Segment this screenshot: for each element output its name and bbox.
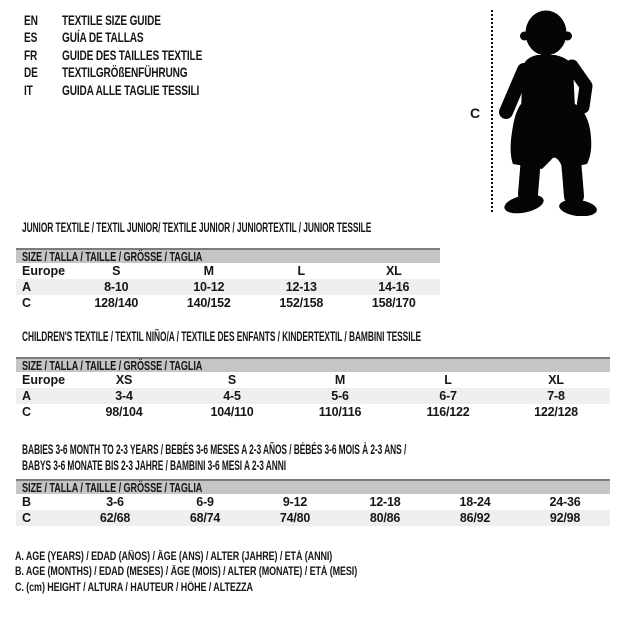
legend-line-c: [15, 581, 454, 596]
size-cell: 6-7: [439, 389, 457, 403]
table-row-height-cm: [16, 510, 610, 526]
row-label: Europe: [22, 373, 66, 387]
size-cell: 104/110: [210, 405, 254, 419]
child-silhouette-icon: [497, 8, 615, 216]
size-cell: 92/98: [549, 511, 581, 525]
language-title: GUIDA ALLE TAGLIE TESSILI: [62, 81, 200, 98]
row-label: B: [22, 495, 32, 509]
size-cell: 68/74: [189, 511, 221, 525]
babies-textile-section: [16, 442, 620, 526]
size-cell: 62/68: [99, 511, 131, 525]
size-cell: 122/128: [534, 405, 578, 419]
size-cell: L: [444, 373, 452, 387]
section-title-text: JUNIOR TEXTILE / TEXTIL JUNIOR/ TEXTILE JUNIOR / JUNIORTEXTIL / JUNIOR TESSILE: [22, 220, 372, 235]
size-cell: 14-16: [378, 280, 410, 294]
language-title-list: [24, 11, 257, 99]
size-cell: S: [112, 264, 121, 278]
size-cell: 12-13: [285, 280, 317, 294]
legend-line-a: [15, 550, 454, 565]
size-cell: 24-36: [549, 495, 581, 509]
size-cell: 10-12: [193, 280, 225, 294]
size-cell: 6-9: [196, 495, 214, 509]
section-title: [16, 330, 620, 343]
language-title: GUÍA DE TALLAS: [62, 29, 144, 46]
language-row-es: [24, 29, 257, 47]
language-row-it: [24, 81, 257, 99]
row-label: A: [22, 389, 32, 403]
table-row-height-cm: [16, 404, 610, 420]
size-cell: XS: [115, 373, 133, 387]
size-cell: 158/170: [371, 296, 416, 310]
size-header-text: SIZE / TALLA / TAILLE / GRÖSSE / TAGLIA: [22, 358, 203, 373]
junior-textile-section: [16, 221, 585, 311]
size-cell: 18-24: [459, 495, 491, 509]
childrens-size-table: [16, 357, 610, 420]
section-title: [16, 221, 585, 234]
legend-line-b: [15, 565, 454, 580]
size-cell: XL: [548, 373, 564, 387]
size-cell: 12-18: [369, 495, 401, 509]
section-title-text: CHILDREN'S TEXTILE / TEXTIL NIÑO/A / TEXTILE DES ENFANTS / KINDERTEXTIL / BAMBINI TESSILE: [22, 329, 422, 344]
babies-size-table: [16, 479, 610, 526]
language-code: FR: [24, 46, 38, 63]
size-cell: L: [297, 264, 305, 278]
size-cell: 86/92: [459, 511, 491, 525]
size-cell: XL: [385, 264, 402, 278]
section-title: [16, 442, 620, 474]
size-cell: 128/140: [94, 296, 139, 310]
language-row-en: [24, 11, 257, 29]
size-cell: 7-8: [547, 389, 565, 403]
size-cell: 8-10: [104, 280, 129, 294]
section-title-text: BABIES 3-6 MONTH TO 2-3 YEARS / BEBÉS 3-6 MESES A 2-3 AÑOS / BÉBÉS 3-6 MOIS À 2-3 ANS /: [22, 442, 407, 457]
language-code: DE: [24, 64, 38, 81]
table-row-age-years: [16, 279, 440, 295]
language-code: IT: [24, 81, 33, 98]
size-cell: 110/116: [318, 405, 362, 419]
legend-text: B. AGE (MONTHS) / EDAD (MESES) / ÂGE (MOIS) / ALTER (MONATE) / ETÀ (MESI): [15, 566, 358, 579]
language-row-de: [24, 64, 257, 82]
row-label: Europe: [22, 264, 66, 278]
language-row-fr: [24, 46, 257, 64]
size-cell: 3-4: [115, 389, 133, 403]
section-title-text: BABYS 3-6 MONATE BIS 2-3 JAHRE / BAMBINI 3-6 MESI A 2-3 ANNI: [22, 458, 287, 473]
language-code: EN: [24, 11, 38, 28]
height-measure-dotted-line: [491, 10, 493, 212]
size-cell: 5-6: [331, 389, 349, 403]
size-cell: 152/158: [279, 296, 324, 310]
size-cell: 140/152: [186, 296, 231, 310]
size-cell: 4-5: [223, 389, 241, 403]
table-row-age-years: [16, 388, 610, 404]
language-title: TEXTILGRÖßENFÜHRUNG: [62, 64, 188, 81]
size-header-text: SIZE / TALLA / TAILLE / GRÖSSE / TAGLIA: [22, 249, 203, 264]
size-cell: 74/80: [279, 511, 311, 525]
size-cell: 3-6: [106, 495, 124, 509]
size-cell: 116/122: [426, 405, 470, 419]
size-header-row: [16, 479, 610, 494]
row-label: C: [22, 405, 32, 419]
size-cell: 80/86: [369, 511, 401, 525]
table-row-height-cm: [16, 295, 440, 311]
language-code: ES: [24, 29, 38, 46]
row-label: C: [22, 296, 32, 310]
size-header-text: SIZE / TALLA / TAILLE / GRÖSSE / TAGLIA: [22, 480, 203, 495]
table-row-europe: [16, 263, 440, 279]
size-header-row: [16, 357, 610, 372]
size-cell: 9-12: [282, 495, 308, 509]
legend-text: A. AGE (YEARS) / EDAD (AÑOS) / ÂGE (ANS) / ALTER (JAHRE) / ETÀ (ANNI): [15, 551, 333, 563]
height-measure-label: C: [470, 105, 481, 121]
legend-text: C. (cm) HEIGHT / ALTURA / HAUTEUR / HÖHE / ALTEZZA: [15, 581, 253, 594]
language-title: GUIDE DES TAILLES TEXTILE: [62, 46, 203, 63]
legend: [15, 550, 454, 596]
row-label: A: [22, 280, 32, 294]
row-label: C: [22, 511, 32, 525]
junior-size-table: [16, 248, 440, 311]
size-cell: M: [203, 264, 214, 278]
size-cell: S: [227, 373, 237, 387]
size-header-row: [16, 248, 440, 263]
childrens-textile-section: [16, 330, 620, 420]
size-cell: 98/104: [105, 405, 143, 419]
size-cell: M: [334, 373, 346, 387]
language-title: TEXTILE SIZE GUIDE: [62, 11, 161, 28]
table-row-age-months: [16, 494, 610, 510]
table-row-europe: [16, 372, 610, 388]
